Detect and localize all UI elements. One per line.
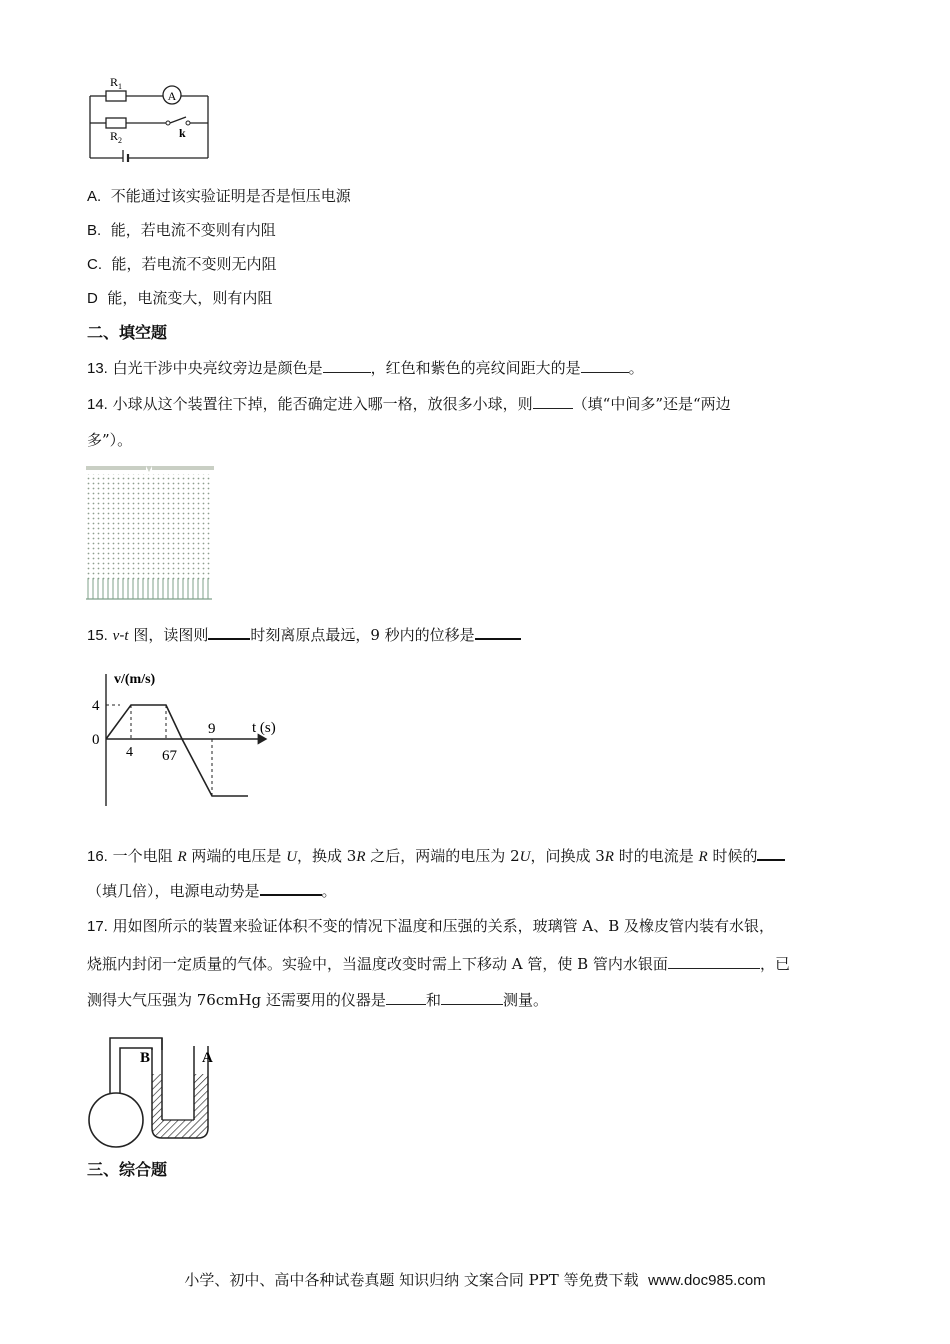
switch-icon [170, 117, 186, 123]
flask-icon [89, 1093, 143, 1147]
question-13: 13. 白光干涉中央亮纹旁边是颜色是 ，红色和紫色的亮纹间距大的是 。 [87, 359, 644, 377]
y-tick-4: 4 [92, 698, 100, 714]
question-17-line2: 烧瓶内封闭一定质量的气体。实验中，当温度改变时需上下移动 A 管，使 B 管内水银面 ，已 [87, 955, 790, 973]
question-16-line2: （填几倍），电源电动势是 。 [87, 882, 337, 900]
x-tick-4: 4 [126, 745, 133, 760]
mercury-b [152, 1074, 162, 1124]
footer-url[interactable]: www.doc985.com [648, 1272, 766, 1289]
vt-chart [86, 660, 296, 810]
mercury-a [194, 1074, 208, 1124]
resistor-r1 [106, 91, 126, 101]
q15-blank-2[interactable] [475, 624, 521, 640]
r2-label: $R_2$ [110, 129, 123, 145]
question-15: 15. v-t 图，读图则 时刻离原点最远，9 秒内的位移是 [87, 624, 521, 646]
question-17-line3: 测得大气压强为 76cmHg 还需要用的仪器是 和 测量。 [87, 991, 548, 1009]
q16-blank-2[interactable] [260, 880, 322, 896]
gas-apparatus-diagram [86, 1028, 226, 1156]
question-14-line2: 多”）。 [87, 431, 133, 449]
q16-blank-1[interactable] [757, 845, 785, 861]
y-tick-0: 0 [92, 732, 100, 748]
r1-label: $R_1$ [110, 75, 123, 91]
resistor-r2 [106, 118, 126, 128]
q12-option-a: A. 不能通过该实验证明是否是恒压电源 [87, 187, 351, 205]
q12-option-d: D 能，电流变大，则有内阻 [87, 289, 273, 307]
q14-blank[interactable] [533, 394, 573, 409]
question-17: 17. 用如图所示的装置来验证体积不变的情况下温度和压强的关系，玻璃管 A、B 及橡皮管内装有水银， [87, 917, 775, 935]
q13-blank-2[interactable] [581, 358, 629, 373]
section-3-title: 三、综合题 [87, 1160, 168, 1179]
switch-label: k [179, 126, 186, 140]
footer-text: 小学、初中、高中各种试卷真题 知识归纳 文案合同 PPT 等免费下载 [184, 1271, 639, 1289]
q12-option-b: B. 能，若电流不变则有内阻 [87, 221, 276, 239]
q17-blank-1[interactable] [668, 954, 760, 969]
question-16: 16. 一个电阻 R 两端的电压是 U，换成 3R 之后，两端的电压为 2U，问换成 3R 时的电流是 R 时候的 [87, 845, 785, 867]
ammeter-label: A [167, 89, 177, 103]
page-footer [0, 1269, 950, 1290]
q13-blank-1[interactable] [323, 358, 371, 373]
label-b: B [140, 1050, 151, 1066]
x-tick-9: 9 [208, 721, 216, 737]
circuit-diagram [86, 70, 216, 162]
q17-blank-2[interactable] [386, 990, 426, 1005]
q12-option-c: C. 能，若电流不变则无内阻 [87, 255, 277, 273]
q15-blank-1[interactable] [208, 624, 250, 640]
question-14: 14. 小球从这个装置往下掉，能否确定进入哪一格，放很多小球，则 （填“中间多”还是“两边 [87, 395, 731, 413]
x-axis-label: t (s) [252, 720, 276, 736]
galton-board [86, 466, 214, 600]
q17-blank-3[interactable] [441, 990, 503, 1005]
y-axis-label: v/(m/s) [114, 672, 156, 687]
section-2-title: 二、填空题 [87, 323, 168, 342]
x-tick-67: 67 [162, 748, 177, 764]
label-a: A [202, 1050, 213, 1066]
